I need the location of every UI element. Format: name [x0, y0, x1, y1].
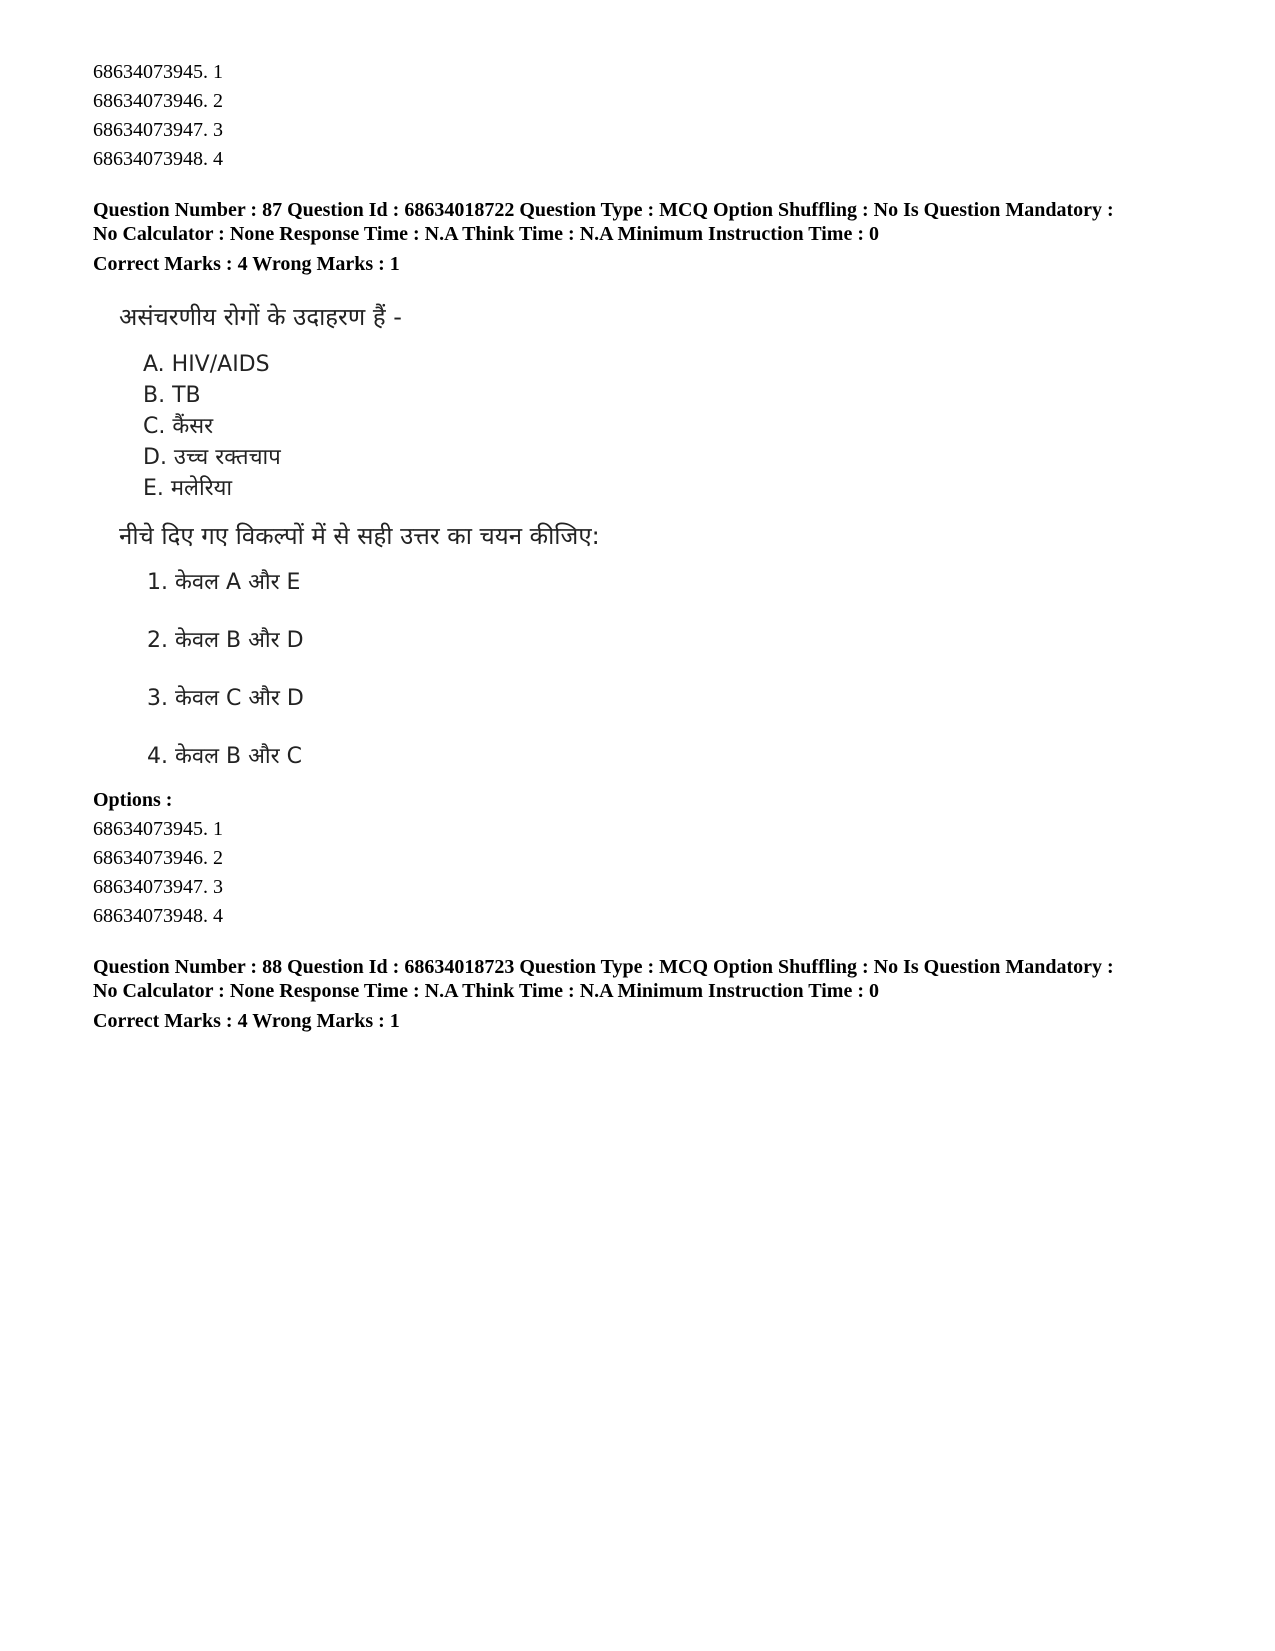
question-87-block	[93, 198, 1203, 931]
question-88-block	[93, 955, 1203, 1036]
option-line: 68634073947. 3	[93, 876, 223, 898]
choice-item: 2. केवल B और D	[147, 628, 304, 653]
question-instruction: नीचे दिए गए विकल्पों में से सही उत्तर का चयन कीजिए:	[119, 522, 600, 550]
option-line: 68634073945. 1	[93, 818, 223, 840]
choice-item: 4. केवल B और C	[147, 744, 302, 769]
option-line: 68634073946. 2	[93, 847, 223, 869]
question-marks: Correct Marks : 4 Wrong Marks : 1	[93, 1010, 400, 1032]
question-meta-line-1: Question Number : 87 Question Id : 68634018722 Question Type : MCQ Option Shuffling : No Is Question Mandatory :	[93, 199, 1114, 221]
statement-item: C. कैंसर	[143, 414, 214, 439]
choice-item: 3. केवल C और D	[147, 686, 304, 711]
question-meta-line-1: Question Number : 88 Question Id : 68634018723 Question Type : MCQ Option Shuffling : No Is Question Mandatory :	[93, 956, 1114, 978]
choice-list	[147, 568, 1203, 772]
option-line: 68634073947. 3	[93, 119, 223, 141]
previous-options-list	[93, 58, 1203, 174]
statement-item: A. HIV/AIDS	[143, 352, 270, 377]
document-page	[93, 58, 1203, 1036]
question-stem: असंचरणीय रोगों के उदाहरण हैं -	[119, 303, 402, 331]
option-line: 68634073945. 1	[93, 61, 223, 83]
statement-item: E. मलेरिया	[143, 476, 233, 501]
question-meta-line-2: No Calculator : None Response Time : N.A Think Time : N.A Minimum Instruction Time : 0	[93, 223, 879, 245]
question-meta-line-2: No Calculator : None Response Time : N.A Think Time : N.A Minimum Instruction Time : 0	[93, 980, 879, 1002]
options-label: Options :	[93, 789, 173, 811]
statement-item: D. उच्च रक्तचाप	[143, 445, 281, 470]
choice-item: 1. केवल A और E	[147, 570, 301, 595]
option-line: 68634073946. 2	[93, 90, 223, 112]
options-block	[93, 786, 1203, 931]
option-line: 68634073948. 4	[93, 905, 223, 927]
option-line: 68634073948. 4	[93, 148, 223, 170]
question-marks: Correct Marks : 4 Wrong Marks : 1	[93, 253, 400, 275]
question-content	[119, 297, 1203, 772]
statement-item: B. TB	[143, 383, 201, 408]
statement-list	[143, 349, 1203, 504]
